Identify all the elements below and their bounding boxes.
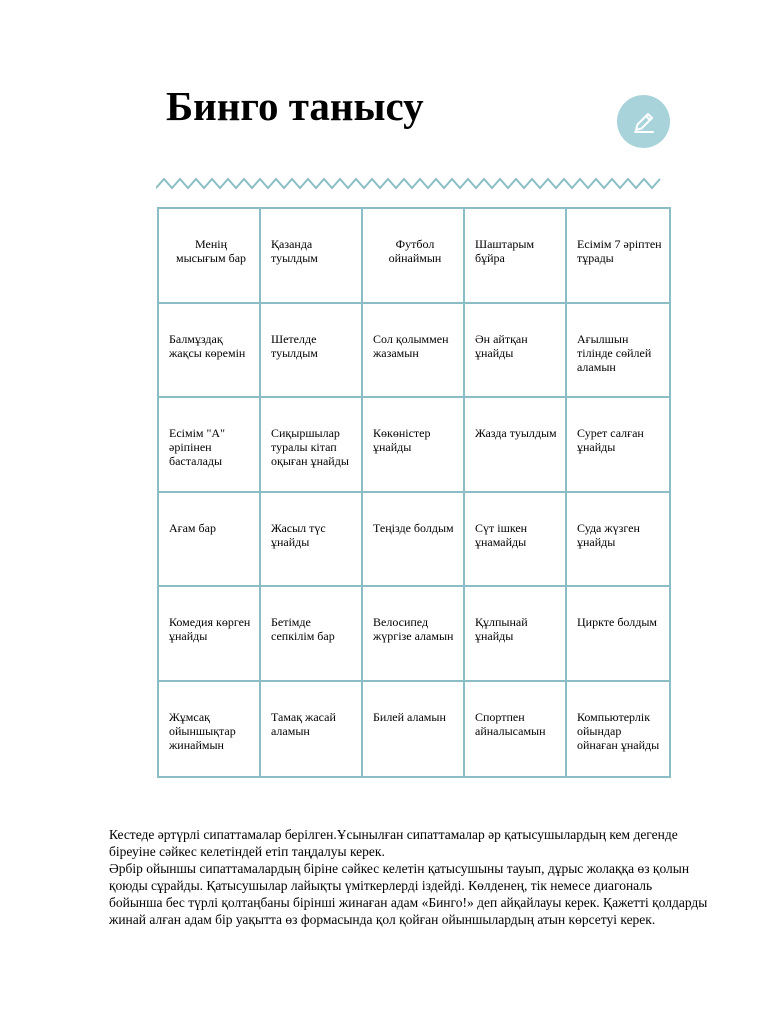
bingo-cell: Футбол ойнаймын [363,209,465,304]
bingo-cell: Сүт ішкен ұнамайды [465,493,567,588]
bingo-cell: Теңізде болдым [363,493,465,588]
instructions-paragraph: Әрбір ойыншы сипаттамалардың біріне сәйкес келетін қатысушыны тауып, дұрыс жолаққа өз қолын қоюды сұрайды. Қатысушылар лайықты үміткерлерді іздейді. Көлденең, тік немесе диагональ бойынша бес түрлі қолтаңбаны бірінші жинаған адам «Бинго!» деп айқайлауы керек. Қажетті қолдарды жинай алған адам бір уақытта өз формасында қол қойған ойыншылардың атын көрсетуі керек. [109,861,708,927]
bingo-cell: Сол қолыммен жазамын [363,304,465,399]
bingo-cell: Жұмсақ ойыншықтар жинаймын [159,682,261,777]
bingo-cell: Комедия көрген ұнайды [159,587,261,682]
bingo-cell: Қазанда туылдым [261,209,363,304]
pencil-icon [617,95,670,148]
bingo-cell: Шетелде туылдым [261,304,363,399]
bingo-cell: Спортпен айналысамын [465,682,567,777]
bingo-cell: Есімім "А" әріпінен басталады [159,398,261,493]
bingo-cell: Балмұздақ жақсы көремін [159,304,261,399]
bingo-cell: Суда жүзген ұнайды [567,493,669,588]
bingo-cell: Жасыл түс ұнайды [261,493,363,588]
bingo-cell: Ағылшын тілінде сөйлей аламын [567,304,669,399]
instructions-paragraph: Кестеде әртүрлі сипаттамалар берілген.Ұсынылған сипаттамалар әр қатысушылардың кем дегенде біреуіне сәйкес келетіндей етіп таңдалуы керек. [109,827,678,859]
bingo-cell: Циркте болдым [567,587,669,682]
bingo-cell: Шаштарым бұйра [465,209,567,304]
bingo-cell: Менің мысығым бар [159,209,261,304]
zigzag-divider [156,176,664,192]
bingo-cell: Көкөністер ұнайды [363,398,465,493]
bingo-cell: Жазда туылдым [465,398,567,493]
bingo-cell: Сиқыршылар туралы кітап оқыған ұнайды [261,398,363,493]
bingo-cell: Компьютерлік ойындар ойнаған ұнайды [577,709,660,752]
bingo-cell: Ән айтқан ұнайды [465,304,567,399]
bingo-cell: Құлпынай ұнайды [465,587,567,682]
bingo-cell: Велосипед жүргізе аламын [363,587,465,682]
bingo-cell: Ағам бар [159,493,261,588]
bingo-cell: Билей аламын [363,682,465,777]
page-title: Бинго танысу [166,83,424,129]
bingo-cell: Есімім 7 әріптен тұрады [567,209,669,304]
bingo-cell: Бетімде сепкілім бар [261,587,363,682]
instructions-text [109,826,709,928]
bingo-cell: Тамақ жасай аламын [261,682,363,777]
bingo-cell: Сурет салған ұнайды [567,398,669,493]
bingo-grid [157,207,671,778]
